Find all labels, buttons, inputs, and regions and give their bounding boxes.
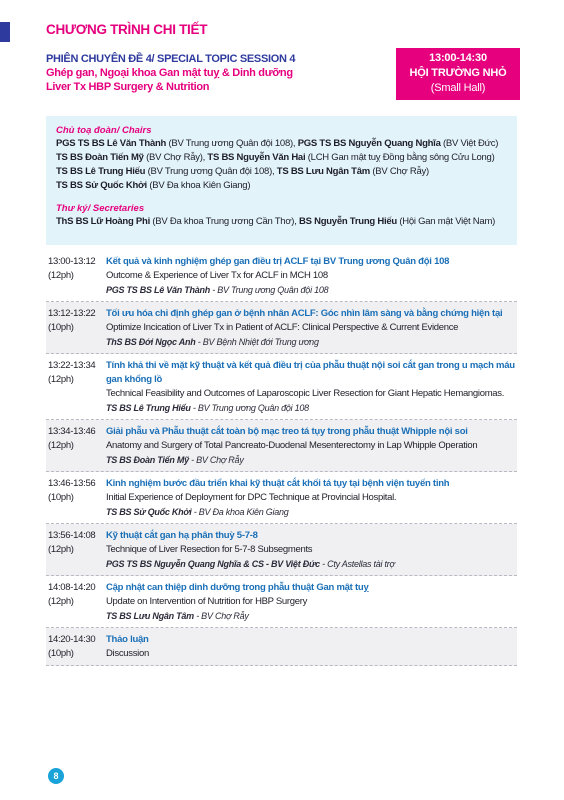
time-cell	[46, 633, 106, 661]
schedule-table	[46, 250, 517, 666]
talk-speaker-line	[106, 505, 517, 519]
page-number: 8	[48, 768, 64, 784]
person-affiliation: (LCH Gan mật tuỵ Đồng bằng sông Cửu Long)	[305, 152, 495, 163]
talk-content	[106, 529, 517, 571]
time-cell	[46, 255, 106, 297]
talk-title-vn: Tối ưu hóa chỉ định ghép gan ở bệnh nhân ACLF: Góc nhìn lâm sàng và bằng chứng hiện tại	[106, 308, 503, 319]
person-name: TS BS Lưu Ngân Tâm	[276, 166, 370, 177]
secretaries-label: Thư ký/ Secretaries	[56, 203, 145, 214]
talk-title-en: Technical Feasibility and Outcomes of Laparoscopic Liver Resection for Giant Hepatic Hemangiomas.	[106, 388, 505, 399]
speaker-name: TS BS Lê Trung Hiếu	[106, 403, 191, 413]
venue-vn: HỘI TRƯỜNG NHỎ	[409, 67, 507, 79]
talk-duration: (12ph)	[48, 270, 74, 281]
talk-duration: (12ph)	[48, 544, 74, 555]
person-name: TS BS Sử Quốc Khởi	[56, 180, 147, 191]
person-affiliation: (BV Trung ương Quân đội 108),	[166, 138, 298, 149]
talk-title-en: Discussion	[106, 648, 149, 659]
chairs-line	[56, 179, 507, 193]
speaker-name: ThS BS Đới Ngọc Anh	[106, 337, 196, 347]
talk-content	[106, 425, 517, 467]
talk-content	[106, 307, 517, 349]
time-cell	[46, 307, 106, 349]
secretaries-list	[56, 215, 507, 229]
person-affiliation: (BV Trung ương Quân đội 108),	[145, 166, 277, 177]
time-cell	[46, 581, 106, 623]
person-affiliation: (BV Chợ Rẫy)	[369, 166, 429, 177]
person-name: PGS TS BS Nguyễn Quang Nghĩa	[297, 138, 441, 149]
time-cell	[46, 529, 106, 571]
talk-duration: (12ph)	[48, 440, 74, 451]
talk-time: 13:22-13:34	[48, 360, 96, 371]
talk-title-vn: Tính khả thi về mặt kỹ thuật và kết quả điều trị của phẫu thuật nội soi cắt gan trong u mạch máu gan khổng lồ	[106, 360, 515, 385]
speaker-affiliation: - BV Đa khoa Kiên Giang	[191, 507, 289, 517]
talk-duration: (10ph)	[48, 492, 74, 503]
time-cell	[46, 477, 106, 519]
talk-title-vn: Giải phẫu và Phẫu thuật cắt toàn bộ mạc treo tá tụy trong phẫu thuật Whipple nội soi	[106, 426, 468, 437]
person-name: TS BS Đoàn Tiến Mỹ	[56, 152, 144, 163]
person-affiliation: (BV Đa khoa Trung ương Cần Thơ),	[149, 216, 299, 227]
session-subtitle-vn: Ghép gan, Ngoại khoa Gan mật tuỵ & Dinh dưỡng	[46, 67, 293, 79]
time-cell	[46, 425, 106, 467]
speaker-affiliation: - BV Trung ương Quân đội 108	[190, 403, 309, 413]
talk-title-vn: Cập nhật can thiệp dinh dưỡng trong phẫu thuật Gan mật tuỵ	[106, 582, 369, 593]
chairs-panel	[46, 116, 517, 245]
venue-en: (Small Hall)	[430, 82, 486, 94]
talk-speaker-line	[106, 557, 517, 571]
session-subtitle-en: Liver Tx HBP Surgery & Nutrition	[46, 81, 210, 93]
talk-time: 13:34-13:46	[48, 426, 96, 437]
talk-time: 13:46-13:56	[48, 478, 96, 489]
talk-title-en: Optimize Incication of Liver Tx in Patient of ACLF: Clinical Perspective & Current Evidence	[106, 322, 459, 333]
talk-title-en: Technique of Liver Resection for 5-7-8 Subsegments	[106, 544, 313, 555]
speaker-name: PGS TS BS Nguyễn Quang Nghĩa & CS - BV Việt Đức	[106, 559, 320, 569]
schedule-row	[46, 524, 517, 576]
speaker-name: TS BS Đoàn Tiến Mỹ	[106, 455, 189, 465]
person-name: TS BS Lê Trung Hiếu	[56, 166, 146, 177]
talk-content	[106, 581, 517, 623]
talk-content	[106, 359, 517, 415]
talk-speaker-line	[106, 453, 517, 467]
talk-time: 13:12-13:22	[48, 308, 96, 319]
person-name: TS BS Nguyễn Văn Hai	[207, 152, 306, 163]
talk-title-vn: Thảo luận	[106, 634, 149, 645]
speaker-affiliation: - BV Chợ Rẫy	[193, 611, 249, 621]
session-time: 13:00-14:30	[429, 52, 487, 64]
time-cell	[46, 359, 106, 415]
talk-content	[106, 633, 517, 661]
chairs-label: Chủ toạ đoàn/ Chairs	[56, 125, 152, 136]
talk-content	[106, 255, 517, 297]
schedule-row	[46, 576, 517, 628]
page-heading: CHƯƠNG TRÌNH CHI TIẾT	[46, 22, 208, 37]
chairs-line	[56, 151, 507, 165]
talk-speaker-line	[106, 335, 517, 349]
accent-bar	[0, 22, 10, 42]
secretaries-line	[56, 215, 507, 229]
talk-duration: (10ph)	[48, 648, 74, 659]
talk-time: 13:56-14:08	[48, 530, 96, 541]
session-header	[46, 52, 376, 94]
chairs-line	[56, 137, 507, 151]
person-name: BS Nguyễn Trung Hiếu	[299, 216, 397, 227]
talk-time: 14:08-14:20	[48, 582, 96, 593]
person-affiliation: (BV Đa khoa Kiên Giang)	[146, 180, 251, 191]
talk-time: 14:20-14:30	[48, 634, 96, 645]
talk-title-en: Outcome & Experience of Liver Tx for ACLF in MCH 108	[106, 270, 328, 281]
person-affiliation: (BV Việt Đức)	[440, 138, 499, 149]
talk-title-en: Anatomy and Surgery of Total Pancreato-Duodenal Mesenterectomy in Lap Whipple Operation	[106, 440, 478, 451]
speaker-name: TS BS Sử Quốc Khởi	[106, 507, 192, 517]
schedule-row	[46, 354, 517, 420]
schedule-row	[46, 628, 517, 666]
session-time-box	[396, 48, 520, 100]
speaker-name: TS BS Lưu Ngân Tâm	[106, 611, 194, 621]
schedule-row	[46, 302, 517, 354]
talk-speaker-line	[106, 401, 517, 415]
schedule-row	[46, 472, 517, 524]
talk-duration: (12ph)	[48, 596, 74, 607]
talk-title-en: Update on Intervention of Nutrition for HBP Surgery	[106, 596, 308, 607]
speaker-affiliation: - BV Bệnh Nhiệt đới Trung ương	[195, 337, 319, 347]
talk-title-vn: Kinh nghiệm bước đầu triển khai kỹ thuật cắt khối tá tụy tại bệnh viện tuyến tỉnh	[106, 478, 450, 489]
person-affiliation: (Hội Gan mật Việt Nam)	[396, 216, 496, 227]
talk-title-vn: Kỹ thuật cắt gan hạ phân thuỳ 5-7-8	[106, 530, 258, 541]
speaker-name: PGS TS BS Lê Văn Thành	[106, 285, 211, 295]
speaker-affiliation: - BV Chợ Rẫy	[188, 455, 244, 465]
person-affiliation: (BV Chợ Rẫy),	[143, 152, 208, 163]
schedule-row	[46, 250, 517, 302]
talk-title-vn: Kết quả và kinh nghiệm ghép gan điều trị ACLF tại BV Trung ương Quân đội 108	[106, 256, 450, 267]
person-name: ThS BS Lữ Hoàng Phi	[56, 216, 150, 227]
speaker-affiliation: - Cty Astellas tài trợ	[319, 559, 395, 569]
schedule-row	[46, 420, 517, 472]
chairs-line	[56, 165, 507, 179]
talk-duration: (12ph)	[48, 374, 74, 385]
talk-speaker-line	[106, 609, 517, 623]
person-name: PGS TS BS Lê Văn Thành	[56, 138, 167, 149]
talk-duration: (10ph)	[48, 322, 74, 333]
talk-speaker-line	[106, 283, 517, 297]
chairs-list	[56, 137, 507, 193]
talk-time: 13:00-13:12	[48, 256, 96, 267]
session-title: PHIÊN CHUYÊN ĐỀ 4/ SPECIAL TOPIC SESSION 4	[46, 53, 296, 65]
speaker-affiliation: - BV Trung ương Quân đội 108	[210, 285, 329, 295]
talk-title-en: Initial Experience of Deployment for DPC Technique at Provincial Hospital.	[106, 492, 397, 503]
talk-content	[106, 477, 517, 519]
